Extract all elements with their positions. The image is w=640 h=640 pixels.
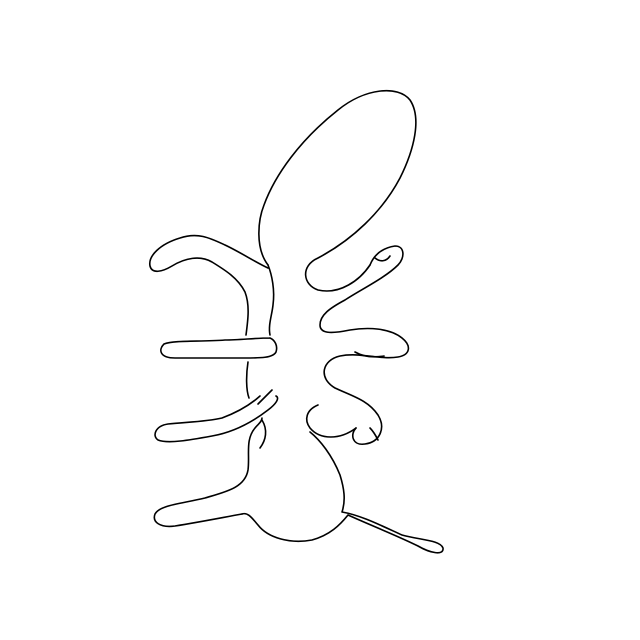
left-body-mid <box>247 362 249 398</box>
lower-body-right <box>242 432 443 553</box>
upper-right-arm <box>320 246 408 444</box>
lower-body-left <box>260 420 266 448</box>
right-curl-detail <box>370 428 378 440</box>
upper-left-arm <box>150 236 268 335</box>
figure <box>150 91 443 553</box>
right-body-edge <box>307 405 356 437</box>
upper-curl-detail <box>375 256 390 261</box>
right-arm-scribble <box>355 352 384 357</box>
left-body-edge <box>268 265 274 335</box>
lower-left-arm-detail <box>258 390 272 404</box>
head-outline <box>259 91 416 291</box>
lower-left-leg <box>154 418 262 526</box>
middle-left-arm <box>161 338 277 358</box>
